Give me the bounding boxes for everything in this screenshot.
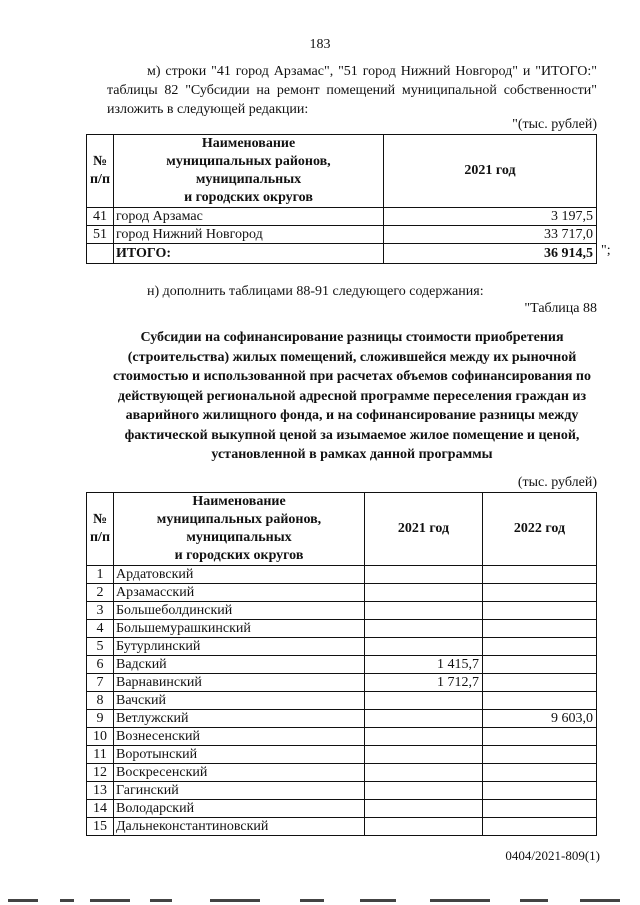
row-value-2022 [483,584,597,602]
row-num: 12 [87,764,114,782]
table-row [87,566,597,584]
row-num: 8 [87,692,114,710]
row-num: 9 [87,710,114,728]
table-row [87,584,597,602]
table-row [87,638,597,656]
col-name-header: Наименование муниципальных районов, муниципальных и городских округов [114,493,365,566]
col-2021-header: 2021 год [384,135,597,208]
row-value-2022 [483,764,597,782]
row-name: Большемурашкинский [114,620,365,638]
table-row [87,692,597,710]
row-value-2021 [365,746,483,764]
table-row [87,746,597,764]
page-number: 183 [309,37,331,52]
row-value-2022 [483,728,597,746]
row-num: 13 [87,782,114,800]
table82-closing-quote: "; [601,243,611,258]
table-row [87,602,597,620]
table88-title: Субсидии на софинансирование разницы стоимости приобретения (строительства) жилых помещений, сложившейся между их рыночной стоимостью и использованной при расчетах объемов софинансирования по действующей региональной адресной программе переселения граждан из аварийного жилищного фонда, и на софинансирование разницы между фактической выкупной ценой за изымаемое жилое помещение и ценой, установленной в рамках данной программы [113,330,591,462]
table82-unit: "(тыс. рублей) [512,117,597,132]
table-row [87,764,597,782]
total-row [87,244,597,264]
col-num-header: № п/п [87,493,114,566]
row-value-2021 [365,602,483,620]
table-row [87,674,597,692]
row-value-2022 [483,602,597,620]
row-value-2021 [365,638,483,656]
table-row [87,208,597,226]
row-value-2022 [483,746,597,764]
row-value-2021 [365,692,483,710]
table-row [87,226,597,244]
table-row [87,818,597,836]
row-value-2022 [483,800,597,818]
table-row [87,800,597,818]
row-value-2022 [483,818,597,836]
row-value-2021 [365,818,483,836]
row-name: Варнавинский [114,674,365,692]
row-value-2021 [365,782,483,800]
total-value: 36 914,5 [384,244,597,264]
table-row [87,782,597,800]
row-name: Воскресенский [114,764,365,782]
col-num-header: № п/п [87,135,114,208]
row-value-2021: 33 717,0 [384,226,597,244]
row-name: Володарский [114,800,365,818]
row-value-2021 [365,566,483,584]
row-name: Вознесенский [114,728,365,746]
row-name: Бутурлинский [114,638,365,656]
row-value-2022 [483,674,597,692]
col-2022-header: 2022 год [483,493,597,566]
row-name: Ветлужский [114,710,365,728]
row-num: 11 [87,746,114,764]
row-value-2021: 1 415,7 [365,656,483,674]
table88-unit: (тыс. рублей) [517,475,597,490]
row-num: 3 [87,602,114,620]
table-row [87,710,597,728]
row-num: 6 [87,656,114,674]
row-value-2021: 3 197,5 [384,208,597,226]
row-num: 4 [87,620,114,638]
row-num: 14 [87,800,114,818]
row-name: Большеболдинский [114,602,365,620]
col-2021-header: 2021 год [365,493,483,566]
row-value-2022 [483,566,597,584]
table-row [87,728,597,746]
row-value-2021 [365,584,483,602]
row-num: 10 [87,728,114,746]
row-num: 7 [87,674,114,692]
intro-paragraph: м) строки "41 город Арзамас", "51 город Нижний Новгород" и "ИТОГО:" таблицы 82 "Субсидии на ремонт помещений муниципальной собственности" изложить в следующей редакции: [107,64,597,117]
total-label: ИТОГО: [114,244,384,264]
row-value-2022 [483,620,597,638]
row-name: Гагинский [114,782,365,800]
col-name-header: Наименование муниципальных районов, муниципальных и городских округов [114,135,384,208]
footer-code: 0404/2021-809(1) [505,848,600,863]
row-name: Арзамасский [114,584,365,602]
row-name: город Нижний Новгород [114,226,384,244]
row-value-2022 [483,638,597,656]
row-name: город Арзамас [114,208,384,226]
row-value-2022: 9 603,0 [483,710,597,728]
row-num: 51 [87,226,114,244]
row-name: Дальнеконстантиновский [114,818,365,836]
row-value-2021 [365,620,483,638]
row-value-2021: 1 712,7 [365,674,483,692]
row-value-2021 [365,728,483,746]
row-num: 15 [87,818,114,836]
row-name: Воротынский [114,746,365,764]
table88-label: "Таблица 88 [524,301,597,316]
row-name: Вачский [114,692,365,710]
table-82 [86,134,597,264]
row-num: 5 [87,638,114,656]
row-value-2021 [365,800,483,818]
row-name: Вадский [114,656,365,674]
row-value-2021 [365,764,483,782]
row-num: 41 [87,208,114,226]
table-88 [86,492,597,836]
row-value-2022 [483,692,597,710]
row-num: 2 [87,584,114,602]
supplement-paragraph: н) дополнить таблицами 88-91 следующего содержания: [147,284,484,299]
table-row [87,620,597,638]
row-value-2021 [365,710,483,728]
table-row [87,656,597,674]
row-value-2022 [483,782,597,800]
scan-edge-marks [0,896,640,905]
row-name: Ардатовский [114,566,365,584]
row-num: 1 [87,566,114,584]
row-value-2022 [483,656,597,674]
